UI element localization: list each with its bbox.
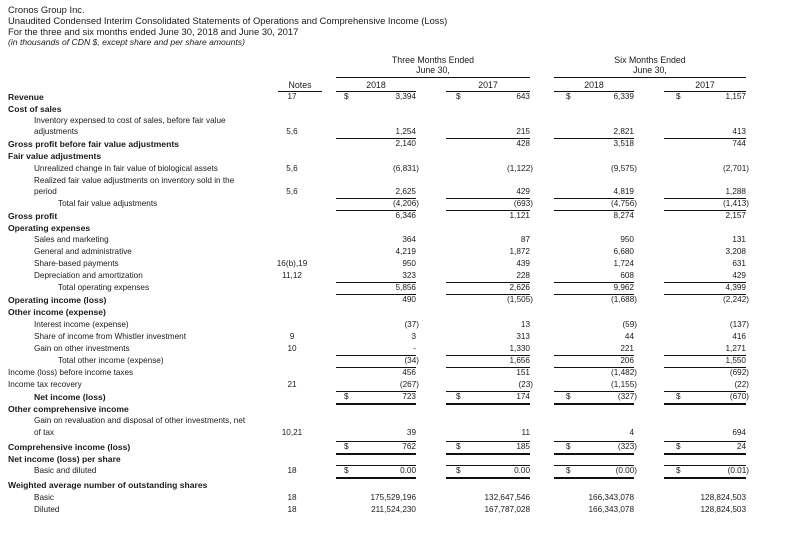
total-double-rule <box>446 453 530 455</box>
sum-rule <box>336 465 416 466</box>
row-value: 128,824,503 <box>700 493 746 502</box>
row-value: 723 <box>402 392 416 401</box>
sum-rule <box>554 367 634 368</box>
sum-rule <box>446 367 530 368</box>
sum-rule <box>664 138 746 139</box>
row-value: (327) <box>617 392 637 401</box>
three-months-header <box>336 55 530 75</box>
row-value: (2,701) <box>723 164 749 173</box>
row-value: (37) <box>404 320 419 329</box>
row-value: 131 <box>732 235 746 244</box>
currency-symbol: $ <box>676 442 681 451</box>
row-value: (2,242) <box>723 295 749 304</box>
row-value: 364 <box>402 235 416 244</box>
row-value: 1,656 <box>509 356 530 365</box>
row-value: (6,831) <box>393 164 419 173</box>
row-value: 3,208 <box>725 247 746 256</box>
row-value: 950 <box>620 235 634 244</box>
sum-rule <box>446 355 530 356</box>
currency-symbol: $ <box>344 466 349 475</box>
row-notes: 5,6 <box>286 127 298 136</box>
row-label: Gain on other investments <box>34 344 130 353</box>
row-value: 5,856 <box>395 283 416 292</box>
row-label: Other income (expense) <box>8 307 106 317</box>
row-value: 6,346 <box>395 211 416 220</box>
total-double-rule <box>336 477 416 479</box>
row-notes: 5,6 <box>286 164 298 173</box>
currency-symbol: $ <box>344 442 349 451</box>
row-label: Basic and diluted <box>34 466 97 475</box>
row-value: (323) <box>617 442 637 451</box>
row-value: 631 <box>732 259 746 268</box>
sum-rule <box>446 282 530 283</box>
row-label: Basic <box>34 493 55 502</box>
total-double-rule <box>664 477 746 479</box>
row-value: 1,254 <box>395 127 416 136</box>
currency-symbol: $ <box>566 92 571 101</box>
total-double-rule <box>664 453 746 455</box>
row-notes: 9 <box>289 332 295 341</box>
row-value: 323 <box>402 271 416 280</box>
row-value: 1,550 <box>725 356 746 365</box>
row-value: 13 <box>520 320 530 329</box>
row-label: Share-based payments <box>34 259 119 268</box>
total-double-rule <box>554 403 634 405</box>
statement-period: For the three and six months ended June 30, 2018 and June 30, 2017 <box>8 26 299 37</box>
row-value: (1,413) <box>723 199 749 208</box>
row-notes: 10 <box>287 344 297 353</box>
row-value: - <box>413 344 416 353</box>
sum-rule <box>664 367 746 368</box>
currency-symbol: $ <box>456 92 461 101</box>
sum-rule <box>554 391 634 392</box>
row-value: (1,505) <box>507 295 533 304</box>
row-value: (692) <box>729 368 749 377</box>
row-value: 9,962 <box>613 283 634 292</box>
row-label: Operating expenses <box>8 223 91 233</box>
row-value: 6,680 <box>613 247 634 256</box>
sum-rule <box>446 138 530 139</box>
row-label: Gain on revaluation and disposal of other investments, net <box>34 416 246 425</box>
six-months-rule <box>554 77 746 78</box>
total-double-rule <box>446 403 530 405</box>
row-label: Comprehensive income (loss) <box>8 442 131 452</box>
row-label: Net income (loss) per share <box>8 454 121 464</box>
row-value: (1,122) <box>507 164 533 173</box>
row-value: 416 <box>732 332 746 341</box>
row-value: 429 <box>516 187 530 196</box>
row-value: 3,518 <box>613 139 634 148</box>
row-value: 211,524,230 <box>371 505 416 514</box>
row-notes: 21 <box>287 380 297 389</box>
sum-rule <box>554 282 634 283</box>
notes-header: Notes <box>288 80 312 90</box>
row-value: (22) <box>734 380 749 389</box>
sum-rule <box>446 465 530 466</box>
currency-symbol: $ <box>344 92 349 101</box>
row-value: 1,724 <box>613 259 634 268</box>
currency-symbol: $ <box>676 466 681 475</box>
row-value: 950 <box>402 259 416 268</box>
sum-rule <box>664 210 746 211</box>
row-value: 11 <box>521 428 530 437</box>
row-value: 608 <box>620 271 634 280</box>
row-label: Revenue <box>8 92 44 102</box>
currency-symbol: $ <box>566 442 571 451</box>
row-value: 3 <box>411 332 416 341</box>
total-double-rule <box>336 453 416 455</box>
sum-rule <box>446 294 530 295</box>
row-value: 2,626 <box>509 283 530 292</box>
sum-rule <box>446 198 530 199</box>
row-value: 643 <box>516 92 530 101</box>
row-label: Operating income (loss) <box>8 295 107 305</box>
currency-symbol: $ <box>456 466 461 475</box>
row-label: Other comprehensive income <box>8 404 129 414</box>
row-value: 132,647,546 <box>484 493 530 502</box>
row-notes: 11,12 <box>282 271 302 280</box>
sum-rule <box>336 282 416 283</box>
row-label: Inventory expensed to cost of sales, before fair value <box>34 116 226 125</box>
row-value: 3,394 <box>395 92 416 101</box>
six-months-header <box>554 55 746 75</box>
sum-rule <box>554 138 634 139</box>
row-label: of tax <box>34 428 55 437</box>
row-value: 1,330 <box>509 344 530 353</box>
row-value: 4,399 <box>725 283 746 292</box>
row-value: 4 <box>629 428 634 437</box>
six-months-header-line2: June 30, <box>633 65 667 75</box>
currency-symbol: $ <box>566 392 571 401</box>
row-value: 24 <box>736 442 746 451</box>
row-value: 1,157 <box>725 92 746 101</box>
row-value: 2,140 <box>395 139 416 148</box>
row-value: 39 <box>406 428 416 437</box>
row-value: (23) <box>518 380 533 389</box>
row-value: (4,206) <box>393 199 419 208</box>
row-label: Diluted <box>34 505 60 514</box>
sum-rule <box>554 441 634 442</box>
row-value: (267) <box>399 380 419 389</box>
row-value: 456 <box>402 368 416 377</box>
currency-symbol: $ <box>456 442 461 451</box>
year-header-3m-2018: 2018 <box>366 80 386 90</box>
row-value: (0.00) <box>615 466 637 475</box>
total-double-rule <box>554 453 634 455</box>
units-note: (in thousands of CDN $, except share and per share amounts) <box>8 37 245 47</box>
row-notes: 17 <box>287 92 297 101</box>
row-value: 2,625 <box>395 187 416 196</box>
sum-rule <box>664 355 746 356</box>
row-label: Gross profit <box>8 211 58 221</box>
sum-rule <box>446 210 530 211</box>
row-value: (137) <box>729 320 749 329</box>
sum-rule <box>336 355 416 356</box>
sum-rule <box>336 138 416 139</box>
row-notes: 18 <box>287 493 297 502</box>
sum-rule <box>664 294 746 295</box>
row-value: 2,157 <box>725 211 746 220</box>
total-double-rule <box>336 403 416 405</box>
three-months-header-line1: Three Months Ended <box>391 55 475 65</box>
row-value: 166,343,078 <box>588 493 634 502</box>
row-label: Total other income (expense) <box>58 356 164 365</box>
row-label: Unrealized change in fair value of biological assets <box>34 164 218 173</box>
row-label: Total operating expenses <box>58 283 150 292</box>
row-value: 1,271 <box>725 344 746 353</box>
sum-rule <box>554 294 634 295</box>
row-label: Gross profit before fair value adjustments <box>8 139 179 149</box>
row-label: Net income (loss) <box>34 392 106 402</box>
row-label: period <box>34 187 57 196</box>
row-value: (1,155) <box>611 380 637 389</box>
row-value: 0.00 <box>514 466 530 475</box>
sum-rule <box>336 391 416 392</box>
row-value: 215 <box>516 127 530 136</box>
row-value: (0.01) <box>727 466 749 475</box>
row-value: (693) <box>513 199 533 208</box>
sum-rule <box>554 198 634 199</box>
row-value: 313 <box>516 332 530 341</box>
row-notes: 16(b),19 <box>276 259 308 268</box>
row-value: 490 <box>402 295 416 304</box>
year-header-3m-2017: 2017 <box>478 80 498 90</box>
sum-rule <box>664 391 746 392</box>
sum-rule <box>336 441 416 442</box>
sum-rule <box>554 465 634 466</box>
row-value: 428 <box>516 139 530 148</box>
sum-rule <box>664 282 746 283</box>
row-value: 175,529,196 <box>370 493 416 502</box>
statement-title: Unaudited Condensed Interim Consolidated Statements of Operations and Comprehensive Income (Loss) <box>8 15 448 26</box>
row-notes: 18 <box>287 505 297 514</box>
row-value: 4,819 <box>613 187 634 196</box>
currency-symbol: $ <box>456 392 461 401</box>
row-label: Total fair value adjustments <box>58 199 158 208</box>
sum-rule <box>554 355 634 356</box>
three-months-header-line2: June 30, <box>416 65 450 75</box>
row-value: 694 <box>732 428 746 437</box>
row-label: Interest income (expense) <box>34 320 129 329</box>
sum-rule <box>336 294 416 295</box>
row-value: 439 <box>516 259 530 268</box>
row-label: Realized fair value adjustments on inventory sold in the <box>34 176 235 185</box>
sum-rule <box>554 210 634 211</box>
row-label: Income tax recovery <box>8 380 82 389</box>
row-notes: 5,6 <box>286 187 298 196</box>
sum-rule <box>446 391 530 392</box>
row-label: Cost of sales <box>8 104 62 114</box>
row-value: 4,219 <box>395 247 416 256</box>
row-value: 762 <box>402 442 416 451</box>
company-name: Cronos Group Inc. <box>8 4 85 15</box>
row-value: 744 <box>732 139 746 148</box>
row-value: (9,575) <box>611 164 637 173</box>
row-label: Weighted average number of outstanding shares <box>8 480 208 490</box>
row-value: (670) <box>729 392 749 401</box>
sum-rule <box>664 198 746 199</box>
row-notes: 18 <box>287 466 297 475</box>
sum-rule <box>446 441 530 442</box>
row-label: Income (loss) before income taxes <box>8 368 134 377</box>
sum-rule <box>336 210 416 211</box>
row-label: Sales and marketing <box>34 235 109 244</box>
row-value: 151 <box>516 368 530 377</box>
row-value: 87 <box>520 235 530 244</box>
row-value: 429 <box>732 271 746 280</box>
row-label: General and administrative <box>34 247 132 256</box>
total-double-rule <box>554 477 634 479</box>
row-value: (59) <box>622 320 637 329</box>
row-value: 44 <box>624 332 634 341</box>
row-value: 174 <box>516 392 530 401</box>
sum-rule <box>336 367 416 368</box>
row-value: 1,121 <box>509 211 530 220</box>
row-label: Depreciation and amortization <box>34 271 143 280</box>
three-months-rule <box>336 77 530 78</box>
row-value: (1,688) <box>611 295 637 304</box>
row-value: 0.00 <box>400 466 416 475</box>
sum-rule <box>664 441 746 442</box>
total-double-rule <box>446 477 530 479</box>
row-label: adjustments <box>34 127 79 136</box>
row-label: Share of income from Whistler investment <box>34 332 186 341</box>
row-value: 221 <box>620 344 634 353</box>
row-value: 228 <box>516 271 530 280</box>
year-header-6m-2018: 2018 <box>584 80 604 90</box>
row-value: (34) <box>404 356 419 365</box>
total-double-rule <box>664 403 746 405</box>
row-value: 2,821 <box>613 127 634 136</box>
row-value: 185 <box>516 442 530 451</box>
row-value: 6,339 <box>613 92 634 101</box>
row-notes: 10,21 <box>281 428 303 437</box>
row-value: 1,872 <box>509 247 530 256</box>
currency-symbol: $ <box>676 392 681 401</box>
row-value: (1,482) <box>611 368 637 377</box>
row-value: (4,756) <box>611 199 637 208</box>
currency-symbol: $ <box>344 392 349 401</box>
currency-symbol: $ <box>676 92 681 101</box>
row-value: 1,288 <box>725 187 746 196</box>
sum-rule <box>336 198 416 199</box>
six-months-header-line1: Six Months Ended <box>614 55 686 65</box>
currency-symbol: $ <box>566 466 571 475</box>
row-label: Fair value adjustments <box>8 151 102 161</box>
row-value: 167,787,028 <box>484 505 530 514</box>
row-value: 206 <box>620 356 634 365</box>
row-value: 128,824,503 <box>700 505 746 514</box>
row-value: 166,343,078 <box>588 505 634 514</box>
year-header-6m-2017: 2017 <box>695 80 715 90</box>
row-value: 413 <box>732 127 746 136</box>
row-value: 8,274 <box>613 211 634 220</box>
sum-rule <box>664 465 746 466</box>
